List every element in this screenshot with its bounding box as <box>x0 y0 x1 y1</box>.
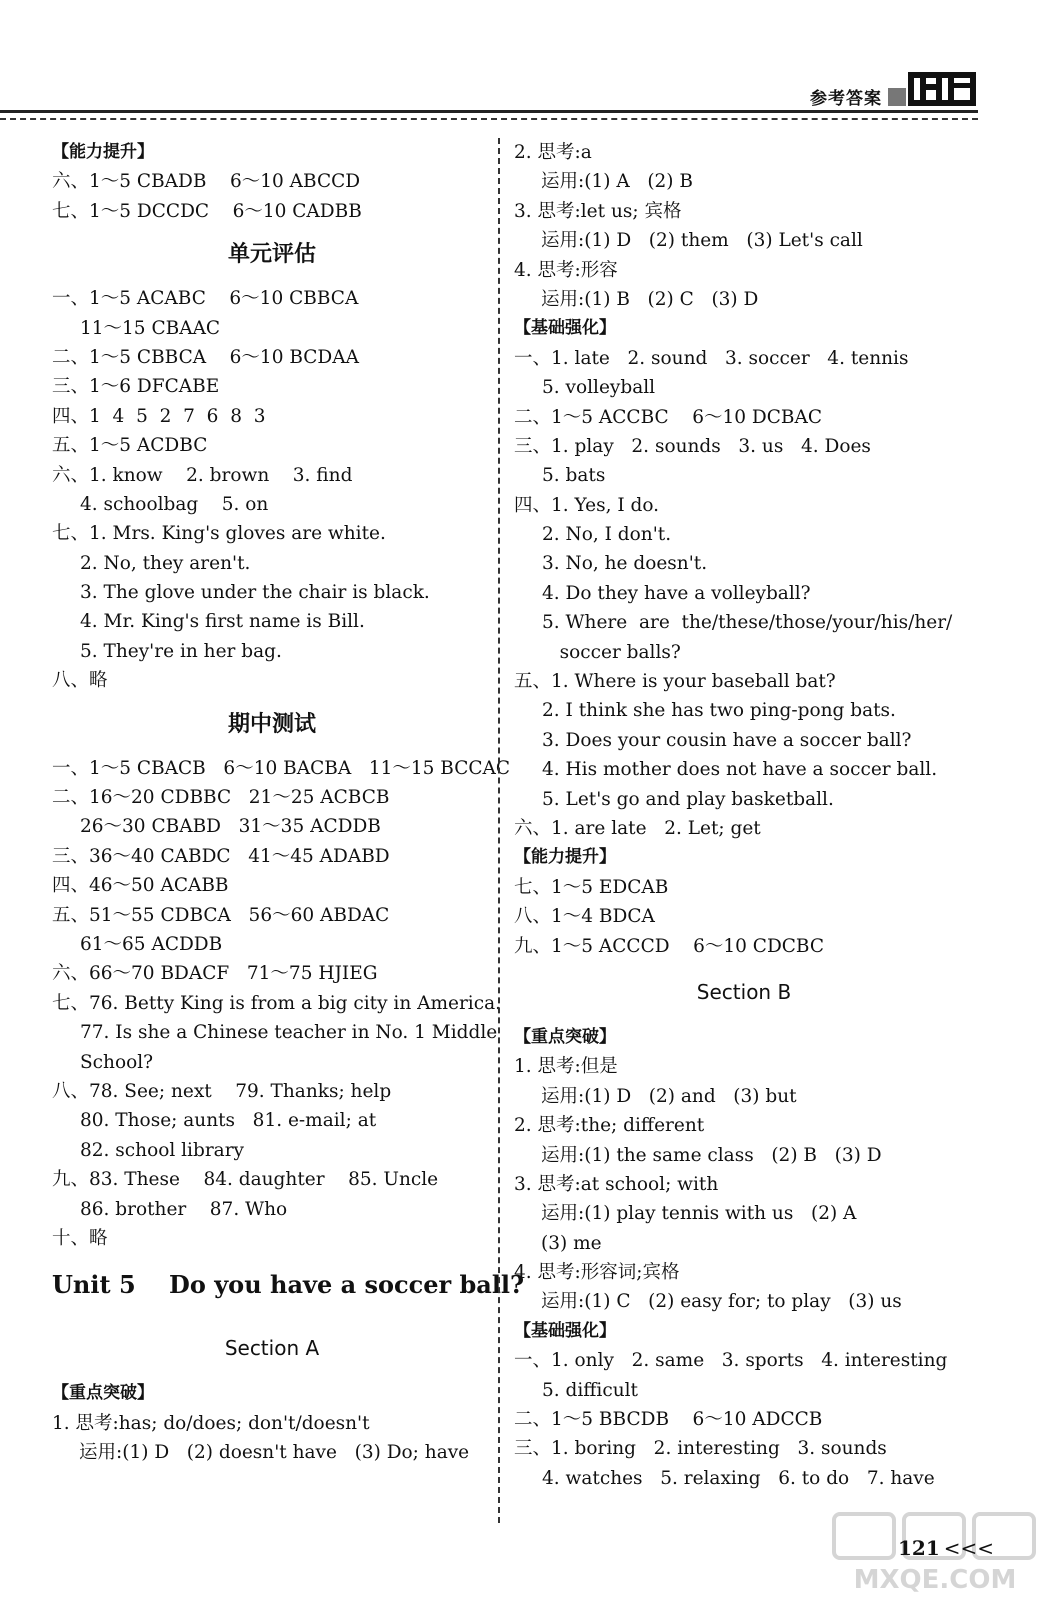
answer-line: 三、1～6 DFCABE <box>52 376 220 398</box>
answer-line: 4. 思考:形容 <box>514 259 618 281</box>
answer-line: 26～30 CBABD 31～35 ACDDB <box>80 816 381 838</box>
page-number-value: 121 <box>898 1536 940 1560</box>
answer-line: 4. Mr. King's first name is Bill. <box>80 611 365 633</box>
answer-line: 七、76. Betty King is from a big city in America. <box>52 992 501 1014</box>
answer-line: 4. His mother does not have a soccer ball. <box>542 759 938 781</box>
watermark-text: MXQE.COM <box>853 1565 1017 1594</box>
answer-line: 运用:(1) C (2) easy for; to play (3) us <box>541 1291 902 1313</box>
answer-line: 七、1～5 EDCAB <box>514 876 669 898</box>
answer-line: 三、1. play 2. sounds 3. us 4. Does <box>514 435 871 457</box>
answer-line: 5. Where are the/these/those/your/his/her/ <box>542 612 953 634</box>
page-number <box>898 1536 994 1560</box>
answer-line: 四、1 4 5 2 7 6 8 3 <box>52 405 266 427</box>
category-label: 【基础强化】 <box>514 318 616 339</box>
category-label: 【能力提升】 <box>514 847 616 868</box>
answer-line: 二、16～20 CDBBC 21～25 ACBCB <box>52 787 390 809</box>
answer-line: 4. schoolbag 5. on <box>80 493 269 515</box>
answer-line: 运用:(1) A (2) B <box>541 171 694 193</box>
answer-line: 九、1～5 ACCCD 6～10 CDCBC <box>514 935 825 957</box>
answer-line: 82. school library <box>80 1139 244 1161</box>
answer-line: 六、1. are late 2. Let; get <box>514 817 761 839</box>
answer-line: 2. I think she has two ping-pong bats. <box>542 700 896 722</box>
answer-line: 六、1～5 CBADB 6～10 ABCCD <box>52 171 361 193</box>
answer-line: 2. No, I don't. <box>542 524 672 546</box>
category-label: 【重点突破】 <box>514 1026 616 1047</box>
section-title: Section B <box>696 979 792 1004</box>
answer-line: 1. 思考:但是 <box>514 1056 618 1078</box>
answer-line: 运用:(1) B (2) C (3) D <box>541 288 759 310</box>
answer-line: 5. bats <box>542 465 606 487</box>
header-label: 参考答案 <box>810 89 882 109</box>
answer-line: 八、略 <box>52 670 108 692</box>
section-heading: Unit 5 Do you have a soccer ball? <box>52 1270 525 1300</box>
answer-line: 七、1～5 DCCDC 6～10 CADBB <box>52 200 362 222</box>
answer-line: 十、略 <box>52 1227 108 1249</box>
answer-line: 61～65 ACDDB <box>80 933 223 955</box>
chevrons-icon: <<< <box>943 1536 995 1560</box>
answer-line: 2. 思考:the; different <box>514 1115 705 1137</box>
answer-line: 运用:(1) D (2) doesn't have (3) Do; have <box>79 1442 470 1464</box>
answer-line: 三、1. boring 2. interesting 3. sounds <box>514 1438 887 1460</box>
answer-line: 八、1～4 BDCA <box>514 906 655 928</box>
answer-line: 3. The glove under the chair is black. <box>80 582 430 604</box>
answer-line: 一、1. only 2. same 3. sports 4. interesting <box>514 1350 948 1372</box>
answer-line: 五、1. Where is your baseball bat? <box>514 671 836 693</box>
answer-line: 六、1. know 2. brown 3. find <box>52 464 353 486</box>
left-column <box>52 138 525 1467</box>
section-heading: 单元评估 <box>227 242 316 268</box>
answer-line: 四、1. Yes, I do. <box>514 494 660 516</box>
answer-line: 七、1. Mrs. King's gloves are white. <box>52 523 386 545</box>
answer-line: 11～15 CBAAC <box>80 317 221 339</box>
answer-line: soccer balls? <box>542 641 681 663</box>
answer-line: 一、1～5 CBACB 6～10 BACBA 11～15 BCCAC <box>52 757 511 779</box>
answer-line: 运用:(1) D (2) them (3) Let's call <box>541 230 863 252</box>
answer-line: 3. No, he doesn't. <box>542 553 708 575</box>
header-rule <box>0 110 978 113</box>
answer-line: 四、46～50 ACABB <box>52 875 229 897</box>
answer-line: 九、83. These 84. daughter 85. Uncle <box>52 1169 439 1191</box>
book-logo-icon <box>888 68 978 108</box>
answer-line: 3. 思考:let us; 宾格 <box>514 200 682 222</box>
answer-line: 2. No, they aren't. <box>80 552 251 574</box>
answer-line: 86. brother 87. Who <box>80 1198 288 1220</box>
column-divider <box>498 138 500 1523</box>
answer-line: 80. Those; aunts 81. e-mail; at <box>80 1110 377 1132</box>
answer-line: 4. 思考:形容词;宾格 <box>514 1262 680 1284</box>
answer-line: 4. watches 5. relaxing 6. to do 7. have <box>542 1467 935 1489</box>
header-dashed-rule <box>0 118 978 120</box>
answer-line: 六、66～70 BDACF 71～75 HJIEG <box>52 963 378 985</box>
answer-line: 五、51～55 CDBCA 56～60 ABDAC <box>52 904 390 926</box>
answer-line: 运用:(1) D (2) and (3) but <box>541 1085 797 1107</box>
answer-line: School? <box>80 1051 154 1073</box>
section-heading: 期中测试 <box>227 711 316 737</box>
answer-line: 五、1～5 ACDBC <box>52 435 208 457</box>
answer-line: 二、1～5 BBCDB 6～10 ADCCB <box>514 1409 823 1431</box>
category-label: 【基础强化】 <box>514 1320 616 1341</box>
answer-line: 八、78. See; next 79. Thanks; help <box>52 1080 392 1102</box>
answer-line: 1. 思考:has; do/does; don't/doesn't <box>52 1412 370 1434</box>
answer-line: 3. Does your cousin have a soccer ball? <box>542 729 912 751</box>
answer-line: 5. difficult <box>542 1379 638 1401</box>
category-label: 【能力提升】 <box>52 142 154 162</box>
answer-line: 一、1. late 2. sound 3. soccer 4. tennis <box>514 347 909 369</box>
answer-line: 4. Do they have a volleyball? <box>542 582 811 604</box>
answer-line: 2. 思考:a <box>514 142 592 163</box>
category-label: 【重点突破】 <box>52 1383 154 1404</box>
answer-line: 一、1～5 ACABC 6～10 CBBCA <box>52 288 359 310</box>
answer-line: 三、36～40 CABDC 41～45 ADABD <box>52 845 390 867</box>
answer-line: 二、1～5 ACCBC 6～10 DCBAC <box>514 406 822 428</box>
answer-line: 5. Let's go and play basketball. <box>542 788 834 810</box>
answer-line: (3) me <box>541 1232 602 1254</box>
page-header <box>0 0 1049 120</box>
answer-line: 二、1～5 CBBCA 6～10 BCDAA <box>52 346 359 368</box>
answer-line: 运用:(1) the same class (2) B (3) D <box>541 1144 882 1166</box>
section-title: Section A <box>224 1336 320 1361</box>
answer-line: 运用:(1) play tennis with us (2) A <box>541 1203 857 1225</box>
answer-line: 5. They're in her bag. <box>80 640 282 662</box>
right-column <box>514 138 974 1493</box>
answer-line: 77. Is she a Chinese teacher in No. 1 Middle <box>80 1022 498 1044</box>
answer-line: 5. volleyball <box>542 377 656 399</box>
answer-line: 3. 思考:at school; with <box>514 1173 719 1195</box>
